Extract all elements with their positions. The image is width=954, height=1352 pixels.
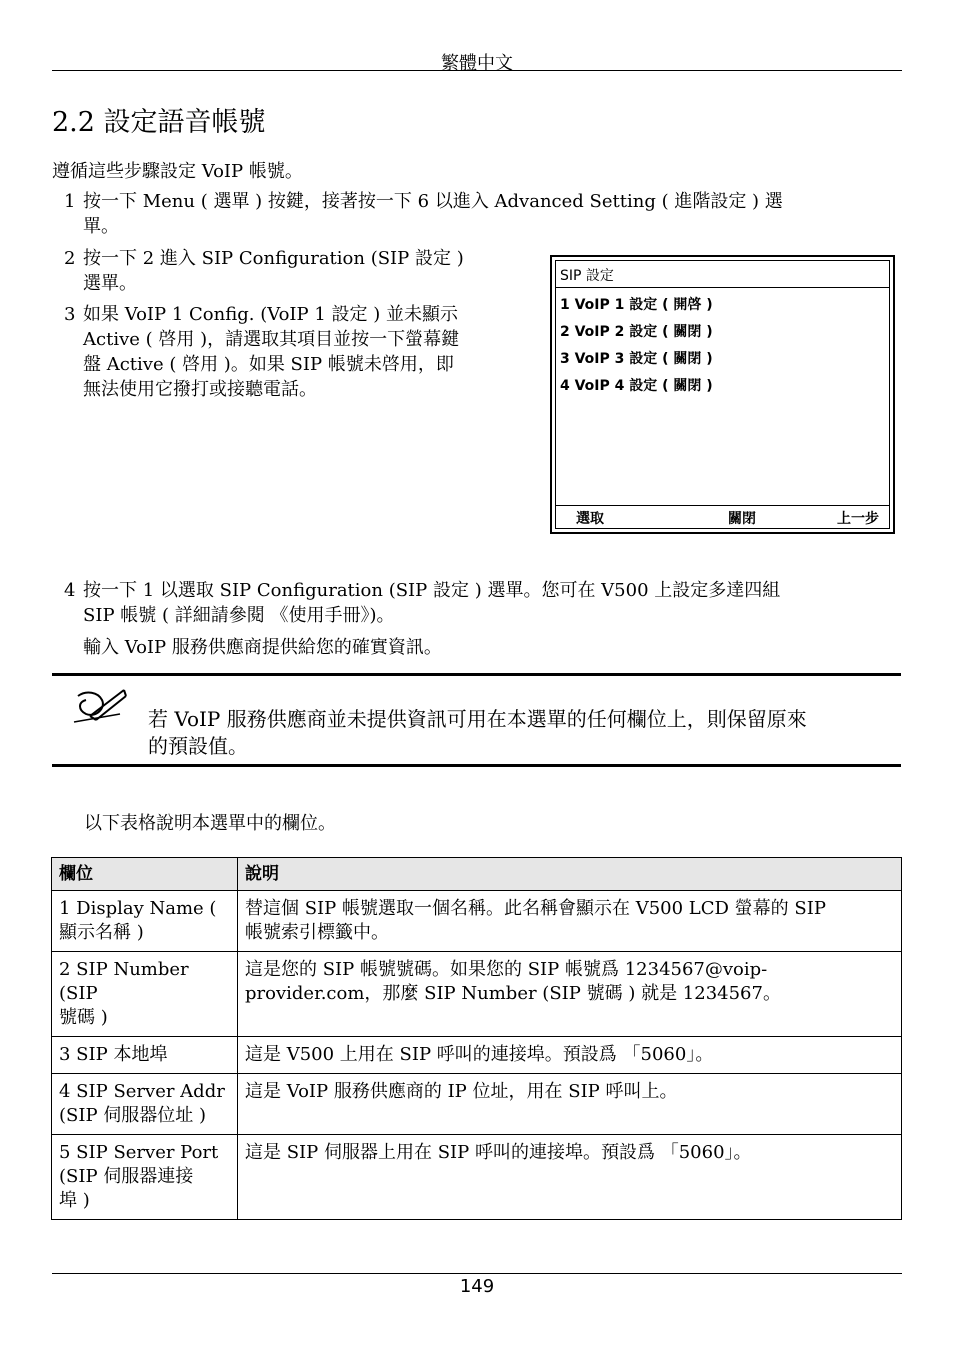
field-name-line: 3 SIP 本地埠 xyxy=(59,1044,168,1065)
step-line: 按一下 2 進入 SIP Configuration (SIP 設定 ) xyxy=(83,248,464,269)
note-line: 若 VoIP 服務供應商並未提供資訊可用在本選單的任何欄位上，則保留原來 xyxy=(148,707,807,731)
lcd-softkey-bar xyxy=(556,505,889,528)
step-line: 無法使用它撥打或接聽電話。 xyxy=(83,379,317,400)
field-name-line: 5 SIP Server Port xyxy=(59,1142,219,1163)
lcd-title-divider xyxy=(556,287,889,288)
step-4-extra: 輸入 VoIP 服務供應商提供給您的確實資訊。 xyxy=(83,637,442,658)
field-name-line: 顯示名稱 ) xyxy=(59,922,144,943)
description-line: 這是您的 SIP 帳號號碼。如果您的 SIP 帳號爲 1234567@voip- xyxy=(245,959,768,980)
lcd-menu-item[interactable]: 4 VoIP 4 設定 ( 關閉 ) xyxy=(560,378,713,394)
column-header-description: 說明 xyxy=(238,858,902,891)
step-line: 按一下 Menu ( 選單 ) 按鍵，接著按一下 6 以進入 Advanced Setting ( 進階設定 ) 選 xyxy=(83,191,783,212)
table-intro: 以下表格說明本選單中的欄位。 xyxy=(84,813,336,834)
table-row xyxy=(52,1037,902,1074)
step-line: SIP 帳號 ( 詳細請參閱 《使用手冊》)。 xyxy=(83,605,395,626)
section-title: 2.2 設定語音帳號 xyxy=(52,107,266,138)
field-name-line: 2 SIP Number (SIP xyxy=(59,959,189,1004)
lcd-screen xyxy=(550,255,895,534)
column-header-field: 欄位 xyxy=(52,858,238,891)
lcd-frame xyxy=(555,260,890,529)
intro-text: 遵循這些步驟設定 VoIP 帳號。 xyxy=(52,161,303,182)
field-name-line: (SIP 伺服器連接 xyxy=(59,1166,194,1187)
description-line: provider.com，那麼 SIP Number (SIP 號碼 ) 就是 1234567。 xyxy=(245,983,781,1004)
header-rule xyxy=(52,70,902,71)
table-row xyxy=(52,1135,902,1220)
fields-table xyxy=(51,857,902,1220)
lcd-menu-item[interactable]: 1 VoIP 1 設定 ( 開啓 ) xyxy=(560,297,713,313)
page-number: 149 xyxy=(459,1276,495,1297)
table-row xyxy=(52,891,902,952)
step-line: 單。 xyxy=(83,216,119,237)
lcd-menu-item[interactable]: 2 VoIP 2 設定 ( 關閉 ) xyxy=(560,324,713,340)
step-line: 按一下 1 以選取 SIP Configuration (SIP 設定 ) 選單。您可在 V500 上設定多達四組 xyxy=(83,580,781,601)
softkey-off[interactable]: 關閉 xyxy=(728,511,756,527)
step-number: 4 xyxy=(64,580,76,601)
field-name-line: 埠 ) xyxy=(59,1190,90,1211)
description-line: 這是 VoIP 服務供應商的 IP 位址，用在 SIP 呼叫上。 xyxy=(245,1081,678,1102)
step-number: 1 xyxy=(64,191,76,212)
field-name-line: 4 SIP Server Addr xyxy=(59,1081,225,1102)
table-row xyxy=(52,952,902,1037)
step-line: 盤 Active ( 啓用 )。如果 SIP 帳號未啓用，即 xyxy=(83,354,454,375)
step-number: 3 xyxy=(64,304,76,325)
note-bottom-rule xyxy=(52,764,901,767)
step-line: 選單。 xyxy=(83,273,137,294)
table-header-row xyxy=(52,858,902,891)
field-name-line: 1 Display Name ( xyxy=(59,898,217,919)
note-line: 的預設值。 xyxy=(148,734,248,758)
softkey-back[interactable]: 上一步 xyxy=(837,511,879,527)
note-text xyxy=(148,706,902,760)
lcd-title: SIP 設定 xyxy=(560,268,614,284)
description-line: 帳號索引標籤中。 xyxy=(245,922,389,943)
note-top-rule xyxy=(52,673,901,676)
lcd-menu-item[interactable]: 3 VoIP 3 設定 ( 關閉 ) xyxy=(560,351,713,367)
step-line: Active ( 啓用 )，請選取其項目並按一下螢幕鍵 xyxy=(83,329,460,350)
header-language: 繁體中文 xyxy=(441,53,513,74)
step-number: 2 xyxy=(64,248,76,269)
field-name-line: 號碼 ) xyxy=(59,1007,108,1028)
description-line: 替這個 SIP 帳號選取一個名稱。此名稱會顯示在 V500 LCD 螢幕的 SIP xyxy=(245,898,826,919)
description-line: 這是 SIP 伺服器上用在 SIP 呼叫的連接埠。預設爲 「5060」。 xyxy=(245,1142,752,1163)
field-name-line: (SIP 伺服器位址 ) xyxy=(59,1105,207,1126)
step-line: 如果 VoIP 1 Config. (VoIP 1 設定 ) 並未顯示 xyxy=(83,304,458,325)
table-row xyxy=(52,1074,902,1135)
footer-rule xyxy=(52,1273,902,1274)
softkey-select[interactable]: 選取 xyxy=(576,511,604,527)
description-line: 這是 V500 上用在 SIP 呼叫的連接埠。預設爲 「5060」。 xyxy=(245,1044,714,1065)
note-pencil-icon xyxy=(72,688,128,730)
